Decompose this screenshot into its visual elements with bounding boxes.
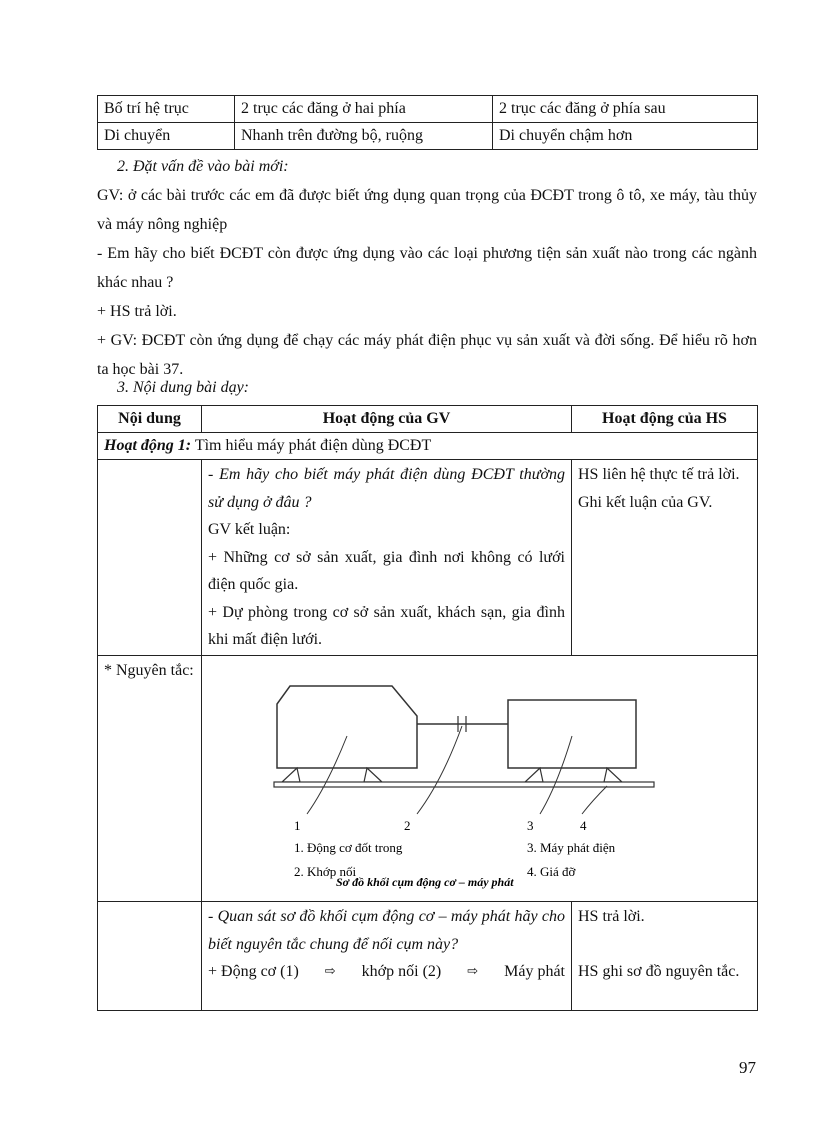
activity-cell	[98, 433, 758, 460]
hs-text: HS liên hệ thực tế trả lời.	[578, 466, 740, 483]
hs-answer-text: + HS trả lời.	[97, 303, 177, 320]
arrow-right-icon: ⇨	[467, 964, 479, 979]
hs-text: HS ghi sơ đồ nguyên tắc.	[578, 962, 740, 980]
content-cell	[98, 902, 202, 1011]
content-cell	[98, 460, 202, 656]
hs-text: HS trả lời.	[578, 908, 645, 925]
gv-cell	[202, 902, 572, 1011]
engine-generator-diagram	[202, 656, 758, 892]
generator-foot	[604, 768, 622, 782]
engine-foot	[282, 768, 300, 782]
diagram-number: 4	[580, 817, 587, 833]
table-cell: Bố trí hệ trục	[98, 96, 235, 123]
page-number: 97	[739, 1058, 756, 1077]
diagram-legend: 3. Máy phát điện	[527, 839, 616, 855]
gv-flow-step: khớp nối (2)	[361, 963, 442, 980]
generator-block	[508, 700, 636, 768]
engine-foot	[364, 768, 382, 782]
diagram-legend: 1. Động cơ đốt trong	[294, 839, 403, 855]
gv-question: - Em hãy cho biết máy phát điện dùng ĐCĐT thường sử dụng ở đâu ?	[208, 466, 565, 511]
table-row	[98, 460, 758, 656]
table-cell: Nhanh trên đường bộ, ruộng	[235, 123, 493, 150]
diagram-number: 1	[294, 817, 301, 833]
generator-foot	[525, 768, 543, 782]
gv-flow-step: + Động cơ (1)	[208, 963, 299, 980]
table-row	[98, 123, 758, 150]
table-cell: Di chuyển	[98, 123, 235, 150]
question-text: - Em hãy cho biết ĐCĐT còn được ứng dụng vào các loại phương tiện sản xuất nào trong các ngành khác nhau ?	[97, 245, 757, 291]
activity-title: Tìm hiểu máy phát điện dùng ĐCĐT	[191, 437, 432, 454]
spacer	[578, 931, 751, 958]
table-cell: Di chuyển chậm hơn	[493, 123, 758, 150]
diagram-number: 2	[404, 817, 411, 833]
gv-question: - Quan sát sơ đồ khối cụm động cơ – máy phát hãy cho biết nguyên tắc chung để nối cụm này?	[208, 908, 565, 953]
leader-line	[417, 726, 462, 814]
arrow-right-icon: ⇨	[324, 964, 336, 979]
comparison-table	[97, 95, 758, 150]
section-heading-2: 2. Đặt vấn đề vào bài mới:	[117, 158, 289, 175]
gv-flow-step: Máy phát	[504, 963, 565, 980]
table-row	[98, 902, 758, 1011]
engine-block	[277, 686, 417, 768]
diagram-number: 3	[527, 817, 534, 833]
gv-intro-text: GV: ở các bài trước các em đã được biết ứng dụng quan trọng của ĐCĐT trong ô tô, xe máy, tàu thủy và máy nông nghiệp	[97, 187, 757, 233]
hs-cell	[572, 460, 758, 656]
hs-text: Ghi kết luận của GV.	[578, 493, 713, 511]
leader-line	[307, 736, 347, 814]
table-cell: 2 trục các đăng ở hai phía	[235, 96, 493, 123]
activity-row	[98, 433, 758, 460]
gv-flow	[208, 958, 565, 986]
column-header: Hoạt động của GV	[202, 406, 572, 433]
leader-line	[540, 736, 572, 814]
section-heading-3: 3. Nội dung bài dạy:	[117, 379, 249, 396]
gv-cell	[202, 460, 572, 656]
column-header: Hoạt động của HS	[572, 406, 758, 433]
gv-point: + Dự phòng trong cơ sở sản xuất, khách sạn, gia đình khi mất điện lưới.	[208, 603, 565, 648]
column-header: Nội dung	[98, 406, 202, 433]
diagram-legend: 4. Giá đỡ	[527, 863, 576, 879]
table-cell: 2 trục các đăng ở phía sau	[493, 96, 758, 123]
table-row	[98, 655, 758, 902]
leader-line	[582, 786, 607, 814]
content-cell: * Nguyên tắc:	[98, 655, 202, 902]
gv-answer-text: + GV: ĐCĐT còn ứng dụng để chạy các máy phát điện phục vụ sản xuất và đời sống. Để hiểu rõ hơn ta học bài 37.	[97, 332, 757, 378]
base-frame	[274, 782, 654, 787]
hs-cell	[572, 902, 758, 1011]
table-row	[98, 96, 758, 123]
diagram-legend: 2. Khớp nối	[294, 863, 357, 879]
lesson-table	[97, 405, 758, 1011]
activity-label: Hoạt động 1:	[104, 437, 192, 454]
gv-conclusion-label: GV kết luận:	[208, 521, 291, 538]
diagram-caption: Sơ đồ khối cụm động cơ – máy phát	[336, 874, 514, 889]
gv-point: + Những cơ sở sản xuất, gia đình nơi không có lưới điện quốc gia.	[208, 548, 565, 593]
table-header-row	[98, 406, 758, 433]
diagram-cell	[202, 655, 758, 902]
